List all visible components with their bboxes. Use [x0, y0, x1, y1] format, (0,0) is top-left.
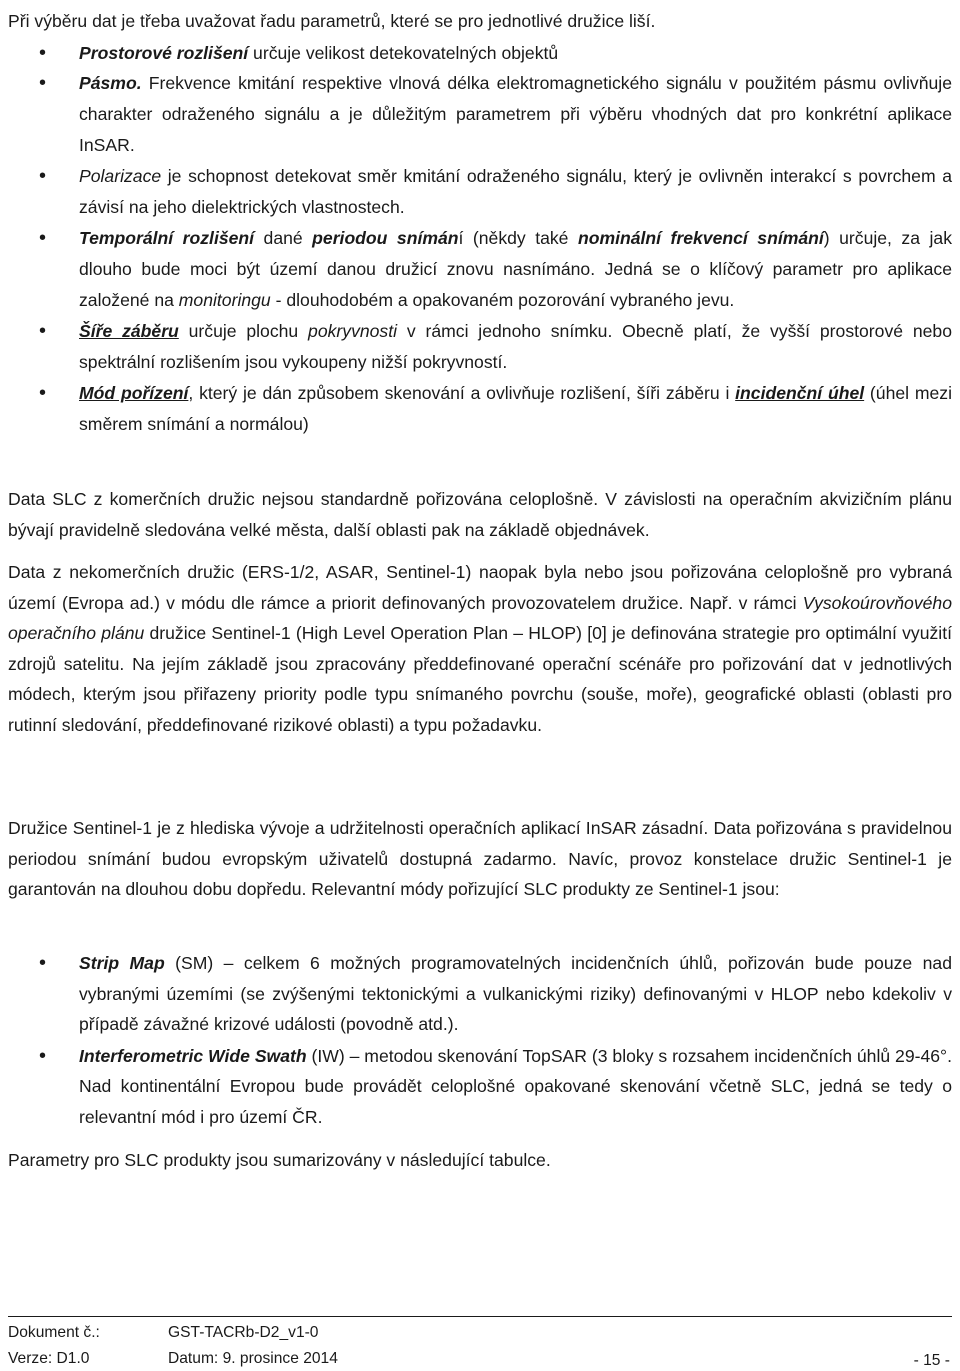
- list-text: určuje plochu: [178, 321, 309, 341]
- parameter-list: [8, 38, 952, 440]
- list-text: (SM) – celkem 6 možných programovatelných incidenčních úhlů, pořizován bude pouze nad vybranými územími (se zvýšenými tektonickými a vulkanickými riziky) definovanými v HLOP nebo kdekoliv v případě závažné krizové události (povodně atd.).: [79, 953, 952, 1034]
- footer-divider: [8, 1316, 952, 1317]
- list-term: nominální frekvencí snímání: [577, 228, 824, 248]
- list-text: je schopnost detekovat směr kmitání odraženého signálu, který je ovlivněn interakcí s povrchem a závisí na jeho dielektrických vlastnostech.: [79, 166, 952, 217]
- sentinel-mode-list: [8, 948, 952, 1132]
- list-term: Strip Map: [79, 953, 165, 973]
- list-item: [8, 1041, 952, 1133]
- document-label: Dokument č.:: [8, 1324, 100, 1341]
- list-item: [8, 223, 952, 316]
- list-item: [8, 161, 952, 223]
- list-text: ) určuje, za jak dlouho bude moci být území danou družicí znovu nasnímáno. Jedná se o klíčový parametr pro aplikace založené na: [79, 228, 952, 310]
- list-text: určuje velikost detekovatelných objektů: [248, 43, 559, 63]
- list-term: Interferometric Wide Swath: [79, 1045, 307, 1066]
- list-term: Temporální rozlišení: [79, 228, 255, 248]
- list-text: dané: [254, 228, 313, 248]
- list-term: Polarizace: [79, 166, 162, 186]
- paragraph-text: Data z nekomerčních družic (ERS-1/2, ASAR, Sentinel-1) naopak byla nebo jsou pořizována celoplošně pro vybraná území (Evropa ad.) v módu dle rámce a priorit definovaných provozovatelem družice. Např. v rámci: [8, 562, 952, 613]
- list-text: Frekvence kmitání respektive vlnová délka elektromagnetického signálu v použitém pásmu ovlivňuje charakter odraženého signálu a je důležitým parametrem při výběru vhodných dat pro konkrétní aplikace InSAR.: [79, 73, 952, 155]
- paragraph-emphasis: Vysokoúrovňového operačního plánu: [8, 592, 952, 643]
- list-text: í (někdy také: [458, 228, 578, 248]
- paragraph: Družice Sentinel-1 je z hlediska vývoje a udržitelnosti operačních aplikací InSAR zásadní. Data pořizována s pravidelnou periodou snímání budou evropským uživatelů dostupná zadarmo. Navíc, provoz konstelace družic Sentinel-1 je garantován na dlouhou dobu dopředu. Relevantní módy pořizující SLC produkty ze Sentinel-1 jsou:: [8, 818, 952, 899]
- list-item: [8, 38, 952, 68]
- list-term: Šíře záběru: [79, 321, 179, 341]
- list-term: Pásmo.: [79, 73, 142, 93]
- date-label: Datum: 9. prosince 2014: [168, 1350, 338, 1367]
- list-term: Mód pořízení: [79, 383, 189, 403]
- version-label: Verze: D1.0: [8, 1350, 90, 1367]
- list-text: (IW) – metodou skenování TopSAR (3 bloky s rozsahem incidenčních úhlů 29-46°. Nad kontinentální Evropou bude provádět celoplošné opakované skenování včetně SLC, jedná se tedy o relevantní mód i pro území ČR.: [79, 1045, 952, 1127]
- page-number: - 15 -: [913, 1352, 950, 1369]
- paragraph: Parametry pro SLC produkty jsou sumarizovány v následující tabulce.: [8, 1150, 551, 1170]
- list-item: [8, 68, 952, 161]
- list-item: [8, 378, 952, 440]
- list-text: - dlouhodobém a opakovaném pozorování vybraného jevu.: [270, 290, 735, 310]
- page-footer: [0, 1316, 960, 1370]
- paragraph-text: družice Sentinel-1 (High Level Operation Plan – HLOP) [0] je definována strategie pro optimální využití zdrojů satelitu. Na jejím základě jsou zpracovány předdefinované operační scénáře pro pořizování dat v jednotlivých módech, kterým jsou přiřazeny priority podle typu snímaného povrchu (souše, moře), geografické oblasti (oblasti pro rutinní sledování, předdefinované rizikové oblasti) a typu požadavku.: [8, 623, 952, 735]
- paragraph: Data SLC z komerčních družic nejsou standardně pořizována celoplošně. V závislosti na operačním akvizičním plánu bývají pravidelně sledována velké města, další oblasti pak na základě objednávek.: [8, 489, 952, 540]
- list-term: periodou snímán: [312, 228, 459, 248]
- list-term: Prostorové rozlišení: [79, 43, 249, 63]
- list-term: incidenční úhel: [735, 383, 865, 403]
- list-text: v rámci jednoho snímku. Obecně platí, že vyšší prostorové nebo spektrální rozlišením jsou vykoupeny nižší pokryvností.: [79, 321, 952, 372]
- list-term: monitoringu: [178, 290, 271, 310]
- paragraph: [8, 557, 952, 740]
- list-text: , který je dán způsobem skenování a ovlivňuje rozlišení, šíři záběru i: [188, 383, 736, 403]
- list-term: pokryvnosti: [308, 321, 398, 341]
- list-text: (úhel mezi směrem snímání a normálou): [79, 383, 952, 434]
- document-number: GST-TACRb-D2_v1-0: [168, 1324, 319, 1341]
- list-item: [8, 316, 952, 378]
- list-item: [8, 948, 952, 1040]
- intro-text: Při výběru dat je třeba uvažovat řadu parametrů, které se pro jednotlivé družice liší.: [8, 11, 656, 31]
